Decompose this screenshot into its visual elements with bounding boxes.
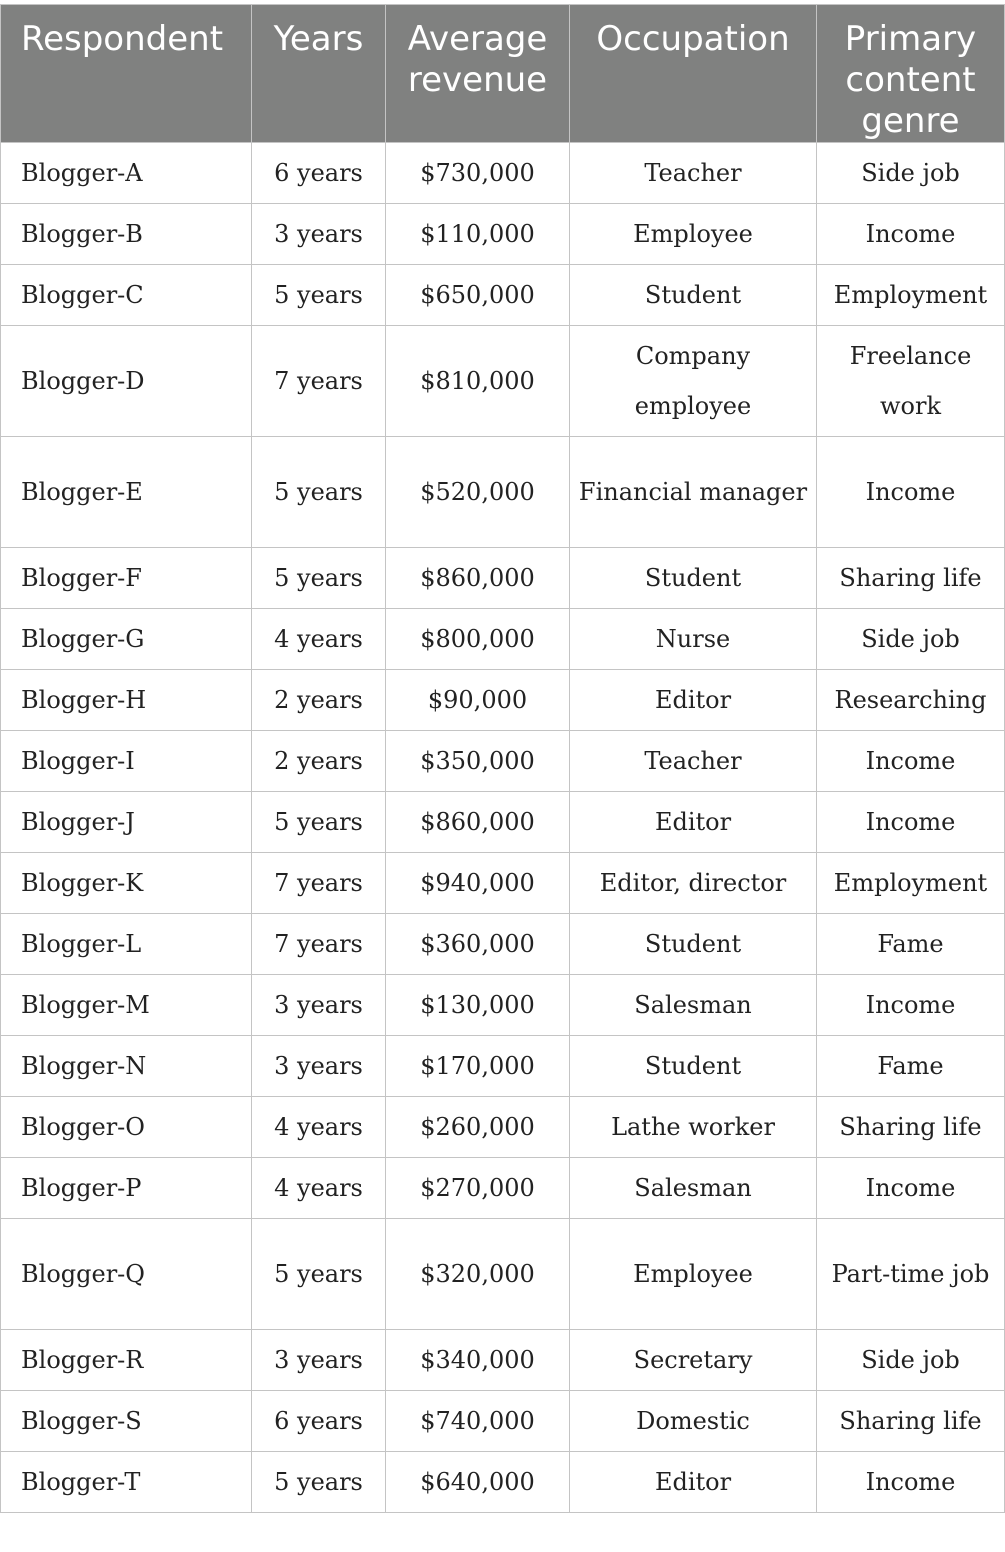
- cell-respondent: Blogger-A: [1, 143, 252, 204]
- cell-occupation: Employee: [570, 204, 817, 265]
- cell-average-revenue: $130,000: [386, 975, 570, 1036]
- table-row: [1, 1158, 1005, 1219]
- cell-respondent: Blogger-G: [1, 609, 252, 670]
- cell-occupation: Salesman: [570, 975, 817, 1036]
- header-row: [1, 5, 1005, 143]
- cell-occupation: Employee: [570, 1219, 817, 1330]
- cell-respondent: Blogger-L: [1, 914, 252, 975]
- cell-average-revenue: $340,000: [386, 1330, 570, 1391]
- cell-occupation: Editor: [570, 792, 817, 853]
- cell-years: 2 years: [252, 731, 386, 792]
- cell-genre: Income: [817, 1452, 1005, 1513]
- cell-average-revenue: $860,000: [386, 548, 570, 609]
- cell-occupation: Student: [570, 265, 817, 326]
- cell-average-revenue: $520,000: [386, 437, 570, 548]
- cell-average-revenue: $740,000: [386, 1391, 570, 1452]
- cell-respondent: Blogger-R: [1, 1330, 252, 1391]
- cell-years: 7 years: [252, 914, 386, 975]
- cell-years: 3 years: [252, 975, 386, 1036]
- cell-occupation: Editor: [570, 670, 817, 731]
- cell-genre: Researching: [817, 670, 1005, 731]
- cell-genre: Sharing life: [817, 548, 1005, 609]
- cell-years: 5 years: [252, 1452, 386, 1513]
- cell-years: 7 years: [252, 326, 386, 437]
- cell-average-revenue: $270,000: [386, 1158, 570, 1219]
- cell-average-revenue: $940,000: [386, 853, 570, 914]
- cell-occupation: Company employee: [570, 326, 817, 437]
- cell-average-revenue: $360,000: [386, 914, 570, 975]
- cell-occupation: Secretary: [570, 1330, 817, 1391]
- respondents-table: [0, 4, 1005, 1513]
- cell-occupation: Editor: [570, 1452, 817, 1513]
- cell-genre: Income: [817, 731, 1005, 792]
- cell-genre: Income: [817, 975, 1005, 1036]
- cell-respondent: Blogger-B: [1, 204, 252, 265]
- cell-average-revenue: $90,000: [386, 670, 570, 731]
- table-row: [1, 326, 1005, 437]
- table-row: [1, 1097, 1005, 1158]
- cell-years: 5 years: [252, 265, 386, 326]
- cell-average-revenue: $800,000: [386, 609, 570, 670]
- cell-genre: Income: [817, 1158, 1005, 1219]
- table-row: [1, 853, 1005, 914]
- cell-years: 7 years: [252, 853, 386, 914]
- cell-average-revenue: $320,000: [386, 1219, 570, 1330]
- cell-average-revenue: $810,000: [386, 326, 570, 437]
- header-years: Years: [252, 5, 386, 143]
- cell-occupation: Financial manager: [570, 437, 817, 548]
- cell-genre: Fame: [817, 1036, 1005, 1097]
- cell-respondent: Blogger-T: [1, 1452, 252, 1513]
- cell-occupation: Lathe worker: [570, 1097, 817, 1158]
- cell-genre: Income: [817, 204, 1005, 265]
- table-row: [1, 1330, 1005, 1391]
- table-row: [1, 731, 1005, 792]
- cell-respondent: Blogger-S: [1, 1391, 252, 1452]
- cell-occupation: Student: [570, 548, 817, 609]
- cell-average-revenue: $860,000: [386, 792, 570, 853]
- cell-respondent: Blogger-P: [1, 1158, 252, 1219]
- cell-genre: Side job: [817, 1330, 1005, 1391]
- table-row: [1, 1452, 1005, 1513]
- header-respondent: Respondent: [1, 5, 252, 143]
- cell-years: 5 years: [252, 548, 386, 609]
- cell-average-revenue: $350,000: [386, 731, 570, 792]
- table-row: [1, 1219, 1005, 1330]
- cell-average-revenue: $170,000: [386, 1036, 570, 1097]
- table-row: [1, 975, 1005, 1036]
- cell-occupation: Student: [570, 1036, 817, 1097]
- cell-average-revenue: $730,000: [386, 143, 570, 204]
- cell-genre: Fame: [817, 914, 1005, 975]
- table-row: [1, 265, 1005, 326]
- cell-respondent: Blogger-C: [1, 265, 252, 326]
- cell-years: 5 years: [252, 437, 386, 548]
- cell-years: 4 years: [252, 1097, 386, 1158]
- cell-genre: Income: [817, 792, 1005, 853]
- cell-respondent: Blogger-O: [1, 1097, 252, 1158]
- cell-occupation: Domestic: [570, 1391, 817, 1452]
- cell-respondent: Blogger-D: [1, 326, 252, 437]
- cell-genre: Side job: [817, 609, 1005, 670]
- header-primary-content-genre: Primary content genre: [817, 5, 1005, 143]
- cell-respondent: Blogger-J: [1, 792, 252, 853]
- cell-years: 6 years: [252, 1391, 386, 1452]
- table-row: [1, 204, 1005, 265]
- cell-average-revenue: $260,000: [386, 1097, 570, 1158]
- cell-genre: Employment: [817, 265, 1005, 326]
- cell-genre: Sharing life: [817, 1097, 1005, 1158]
- cell-genre: Sharing life: [817, 1391, 1005, 1452]
- cell-respondent: Blogger-N: [1, 1036, 252, 1097]
- header-occupation: Occupation: [570, 5, 817, 143]
- cell-occupation: Editor, director: [570, 853, 817, 914]
- table-row: [1, 609, 1005, 670]
- cell-genre: Freelance work: [817, 326, 1005, 437]
- cell-genre: Part-time job: [817, 1219, 1005, 1330]
- cell-genre: Employment: [817, 853, 1005, 914]
- cell-respondent: Blogger-E: [1, 437, 252, 548]
- cell-average-revenue: $640,000: [386, 1452, 570, 1513]
- cell-occupation: Salesman: [570, 1158, 817, 1219]
- cell-average-revenue: $650,000: [386, 265, 570, 326]
- header-average-revenue: Average revenue: [386, 5, 570, 143]
- cell-genre: Side job: [817, 143, 1005, 204]
- cell-average-revenue: $110,000: [386, 204, 570, 265]
- cell-occupation: Teacher: [570, 143, 817, 204]
- table-row: [1, 1036, 1005, 1097]
- cell-years: 4 years: [252, 609, 386, 670]
- cell-respondent: Blogger-Q: [1, 1219, 252, 1330]
- cell-genre: Income: [817, 437, 1005, 548]
- cell-years: 3 years: [252, 1330, 386, 1391]
- cell-years: 6 years: [252, 143, 386, 204]
- table-row: [1, 914, 1005, 975]
- cell-respondent: Blogger-H: [1, 670, 252, 731]
- cell-years: 5 years: [252, 1219, 386, 1330]
- cell-years: 4 years: [252, 1158, 386, 1219]
- cell-respondent: Blogger-K: [1, 853, 252, 914]
- table-row: [1, 143, 1005, 204]
- table-row: [1, 548, 1005, 609]
- cell-occupation: Teacher: [570, 731, 817, 792]
- cell-respondent: Blogger-F: [1, 548, 252, 609]
- cell-years: 3 years: [252, 1036, 386, 1097]
- cell-years: 5 years: [252, 792, 386, 853]
- table-row: [1, 437, 1005, 548]
- cell-years: 3 years: [252, 204, 386, 265]
- cell-years: 2 years: [252, 670, 386, 731]
- cell-occupation: Student: [570, 914, 817, 975]
- table-row: [1, 792, 1005, 853]
- cell-respondent: Blogger-I: [1, 731, 252, 792]
- table-row: [1, 670, 1005, 731]
- cell-occupation: Nurse: [570, 609, 817, 670]
- cell-respondent: Blogger-M: [1, 975, 252, 1036]
- table-row: [1, 1391, 1005, 1452]
